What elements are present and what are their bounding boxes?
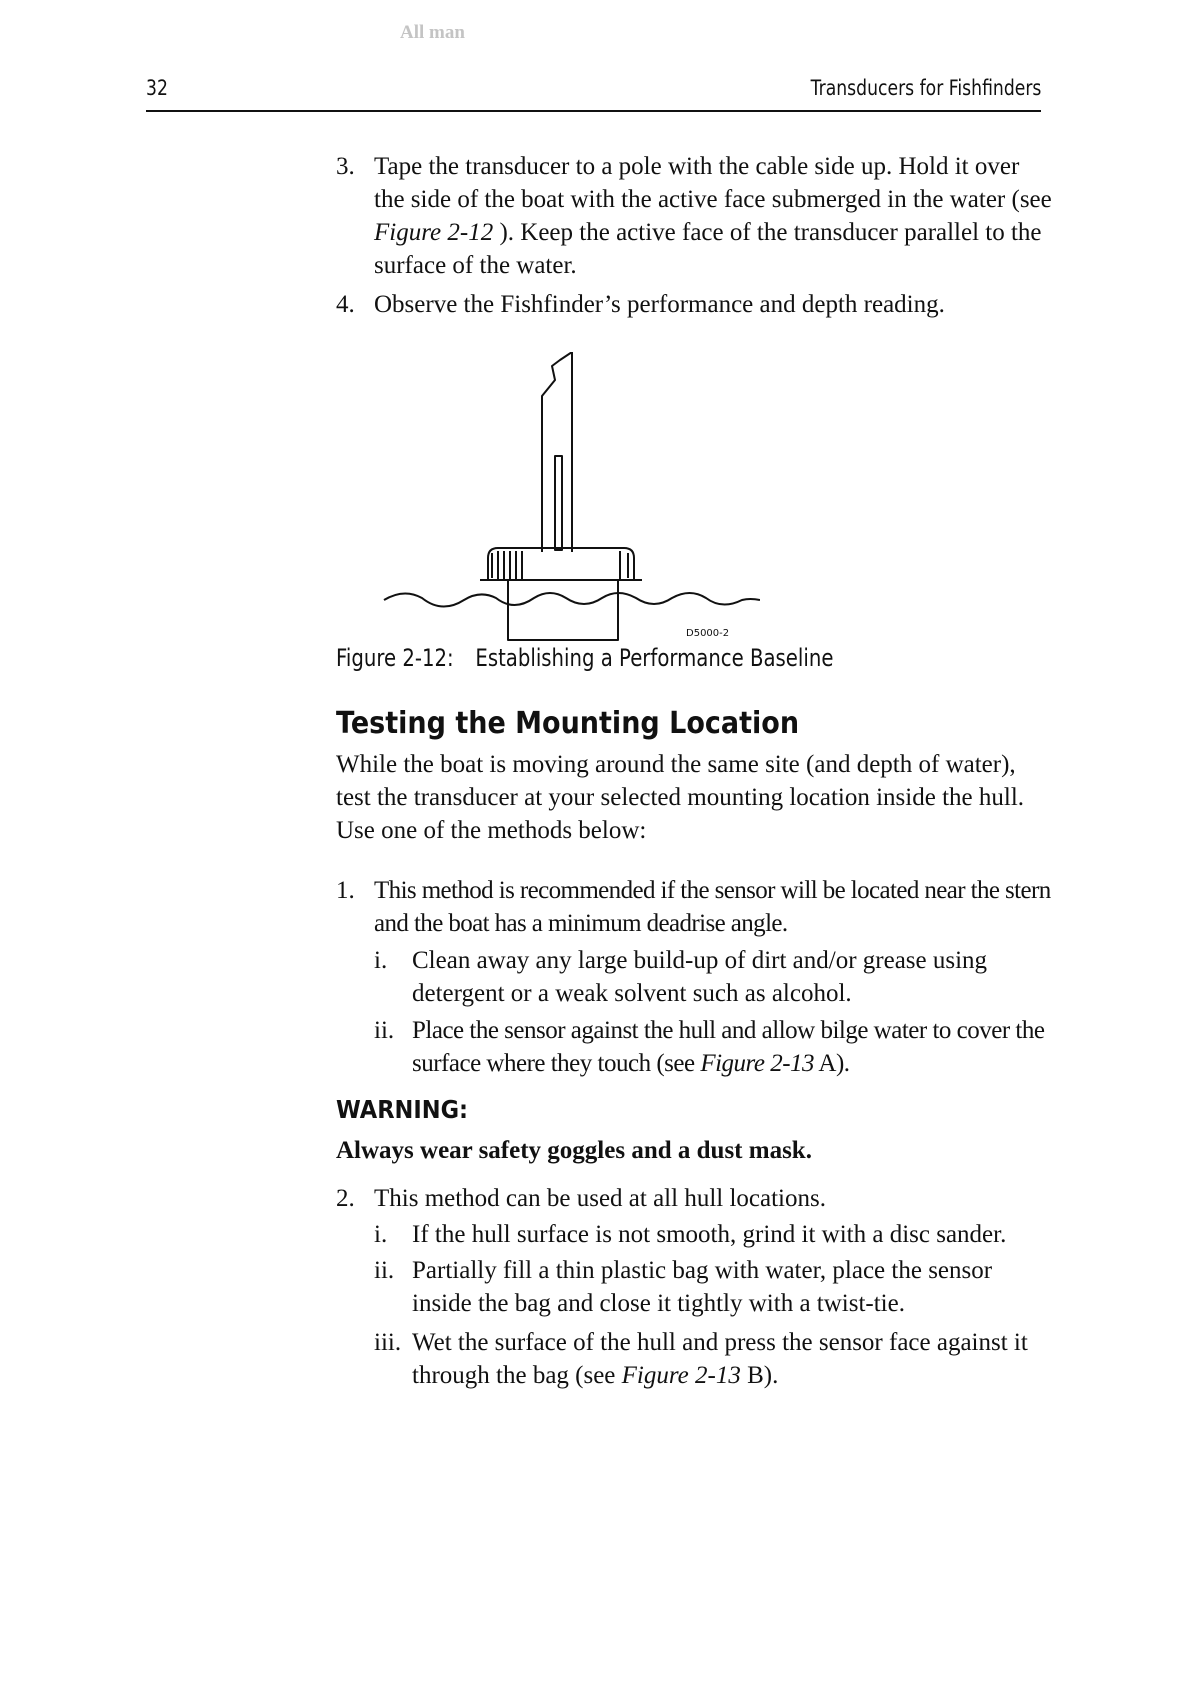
- caption-label: Figure 2-12:: [336, 644, 454, 672]
- sub-number: ii.: [374, 1017, 395, 1044]
- sub-text: If the hull surface is not smooth, grind it with a disc sander.: [412, 1221, 1007, 1248]
- running-title: Transducers for Fishfinders: [810, 76, 1041, 100]
- step-number: 4.: [336, 291, 355, 318]
- sub-number: iii.: [374, 1329, 402, 1356]
- intro-paragraph: While the boat is moving around the same site (and depth of water), test the transducer at your selected mounting location inside the hull. Use one of the methods below:: [336, 751, 1025, 844]
- step-text: This method can be used at all hull locations.: [374, 1185, 826, 1212]
- transducer-body: [508, 580, 618, 640]
- pole-shape: [542, 352, 572, 552]
- step-text: Observe the Fishfinder’s performance and depth reading.: [374, 291, 945, 318]
- page-header: [146, 72, 1041, 112]
- sub-text: Wet the surface of the hull and press the sensor face against it through the bag (see Figure 2-13 B).: [412, 1329, 1028, 1389]
- sub-number: i.: [374, 947, 388, 974]
- figure-caption: [336, 644, 833, 672]
- page-number: 32: [146, 76, 168, 100]
- step-number: 2.: [336, 1185, 355, 1212]
- pole-slot: [555, 456, 562, 550]
- section-heading: Testing the Mounting Location: [336, 706, 800, 741]
- figure-code: D5000-2: [686, 628, 730, 639]
- transducer-figure: [380, 352, 760, 647]
- watermark: All man: [400, 22, 465, 43]
- step-text: Tape the transducer to a pole with the cable side up. Hold it over the side of the boat with the active face submerged in the water (see Figure 2-12 ). Keep the active face of the transducer parallel to the surface of the water.: [374, 153, 1052, 279]
- sub-text: Clean away any large build-up of dirt and/or grease using detergent or a weak solvent such as alcohol.: [412, 947, 988, 1007]
- caption-text: Establishing a Performance Baseline: [475, 644, 834, 672]
- sub-text: Partially fill a thin plastic bag with water, place the sensor inside the bag and close it tightly with a twist-tie.: [412, 1257, 993, 1317]
- figure-ref: Figure 2-12: [374, 219, 494, 246]
- step-text: This method is recommended if the sensor will be located near the stern and the boat has a minimum deadrise angle.: [374, 877, 1051, 937]
- transducer-illustration: [380, 352, 760, 642]
- figure-ref: Figure 2-13: [621, 1362, 741, 1389]
- warning-title: WARNING:: [336, 1095, 469, 1124]
- sub-number: ii.: [374, 1257, 395, 1284]
- step-number: 3.: [336, 153, 355, 180]
- warning-text: Always wear safety goggles and a dust mask.: [336, 1137, 812, 1164]
- sub-number: i.: [374, 1221, 388, 1248]
- step-number: 1.: [336, 877, 355, 904]
- figure-ref: Figure 2-13: [700, 1050, 815, 1077]
- water-line: [384, 593, 760, 607]
- sub-text: Place the sensor against the hull and allow bilge water to cover the surface where they touch (see Figure 2-13 A).: [412, 1017, 1045, 1077]
